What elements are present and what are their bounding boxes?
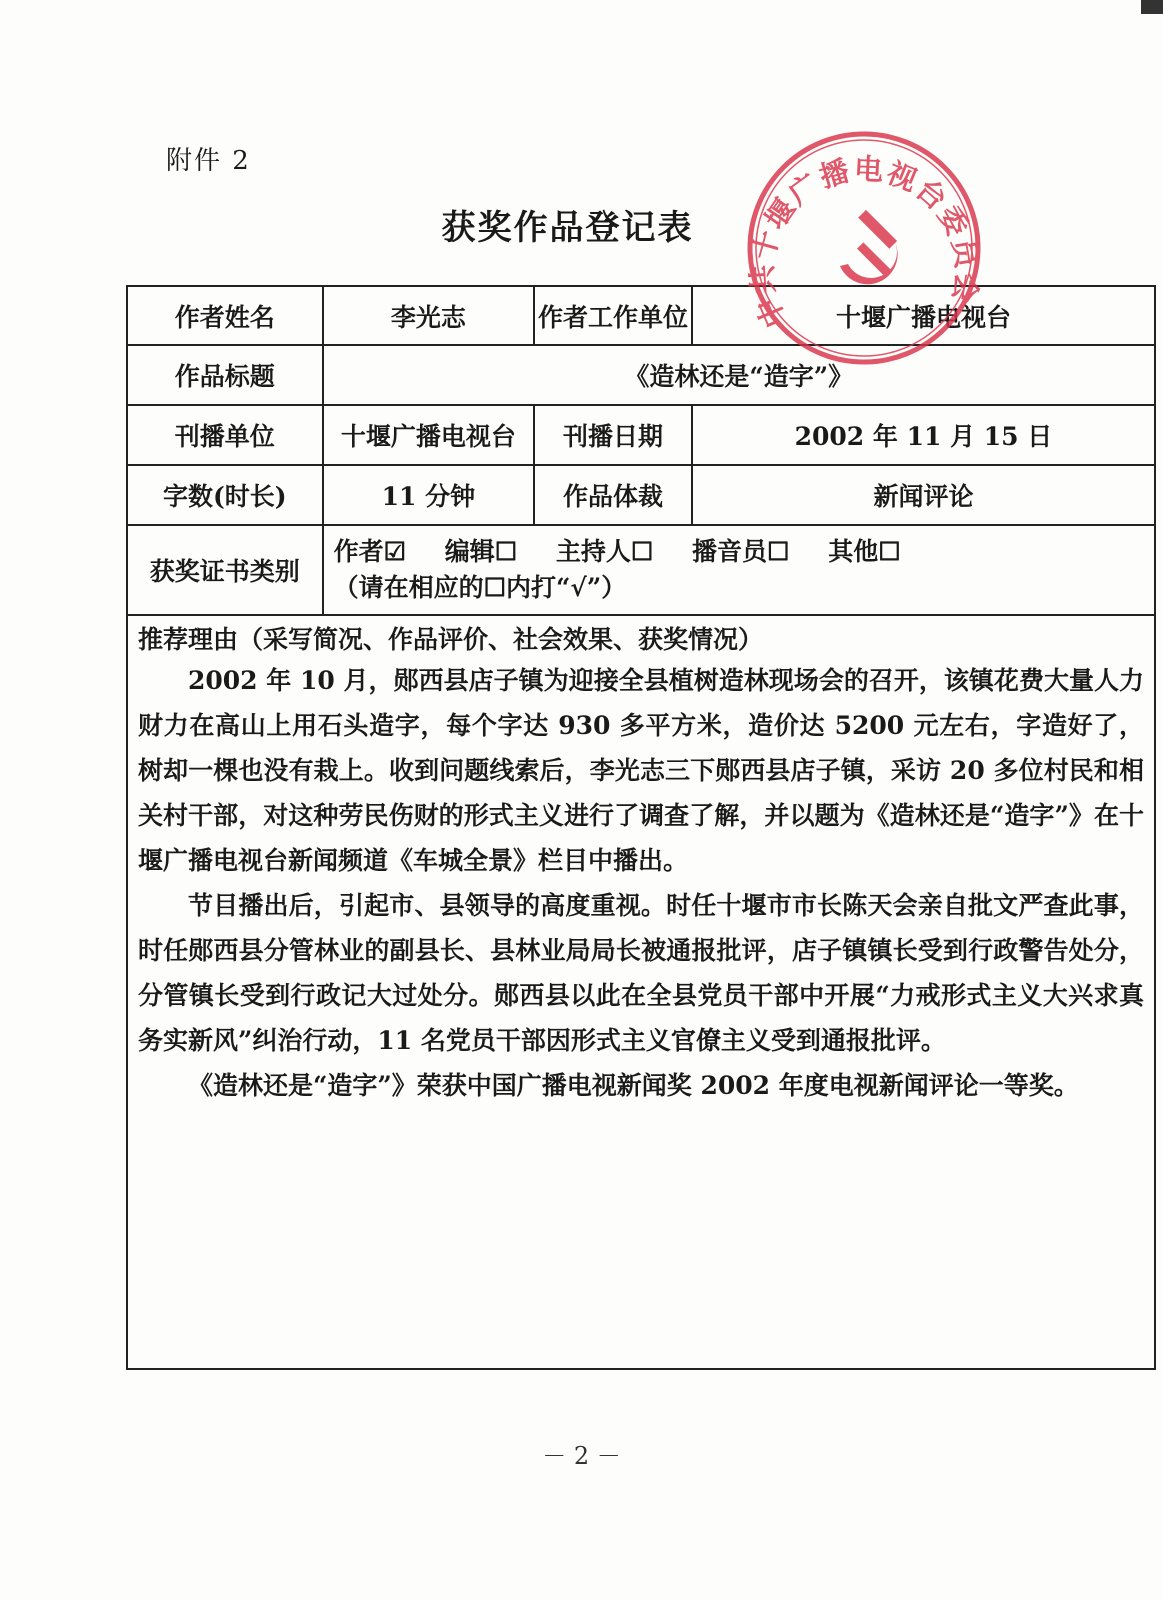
author-name-value: 李光志 — [323, 286, 535, 345]
publisher-value: 十堰广播电视台 — [323, 405, 535, 465]
author-unit-value: 十堰广播电视台 — [692, 286, 1155, 345]
registration-form-table — [126, 285, 1156, 1370]
cert-note: （请在相应的☐内打“√”） — [333, 573, 627, 602]
svg-text:中共十堰广播电视台委员会: 中共十堰广播电视台委员会 — [744, 151, 984, 333]
author-name-label: 作者姓名 — [127, 286, 323, 345]
recommendation-paragraph: 《造林还是“造字”》荣获中国广播电视新闻奖 2002 年度电视新闻评论一等奖。 — [188, 1071, 1079, 1100]
cert-option-other: 其他☐ — [828, 537, 901, 566]
publish-date-label: 刊播日期 — [534, 405, 692, 465]
recommendation-paragraph: 节目播出后，引起市、县领导的高度重视。时任十堰市市长陈天会亲自批文严查此事，时任郧西县分管林业的副县长、县林业局局长被通报批评，店子镇镇长受到行政警告处分，分管镇长受到行政记大过处分。郧西县以此在全县党员干部中开展“力戒形式主义大兴求真务实新风”纠治行动，11 名党员干部因形式主义官僚主义受到通报批评。 — [138, 891, 1144, 1055]
genre-label: 作品体裁 — [534, 465, 692, 525]
publisher-label: 刊播单位 — [127, 405, 323, 465]
length-label: 字数(时长) — [127, 465, 323, 525]
recommendation-section — [127, 615, 1155, 1369]
recommendation-paragraph: 2002 年 10 月，郧西县店子镇为迎接全县植树造林现场会的召开，该镇花费大量人力财力在高山上用石头造字，每个字达 930 多平方米，造价达 5200 元左右，字造好了，树却一棵也没有栽上。收到问题线索后，李光志三下郧西县店子镇，采访 20 多位村民和相关村干部，对这种劳民伤财的形式主义进行了调查了解，并以题为《造林还是“造字”》在十堰广播电视台新闻频道《车城全景》栏目中播出。 — [138, 666, 1144, 875]
document-title: 获奖作品登记表 — [441, 208, 694, 248]
work-title-value: 《造林还是“造字”》 — [323, 345, 1155, 405]
cert-option-announcer: 播音员☐ — [692, 537, 790, 566]
cert-option-host: 主持人☐ — [555, 537, 654, 566]
cert-option-author: 作者☑ — [333, 537, 407, 566]
recommendation-heading: 推荐理由（采写简况、作品评价、社会效果、获奖情况） — [138, 625, 764, 654]
scan-edge-mark — [1141, 0, 1163, 14]
attachment-label: 附件 2 — [166, 146, 251, 176]
genre-value: 新闻评论 — [692, 465, 1155, 525]
work-title-label: 作品标题 — [127, 345, 323, 405]
cert-type-options — [323, 525, 1155, 615]
publish-date-value: 2002 年 11 月 15 日 — [692, 405, 1155, 465]
cert-type-label: 获奖证书类别 — [127, 525, 323, 615]
page-number: － 2 － — [542, 1442, 621, 1470]
length-value: 11 分钟 — [323, 465, 535, 525]
cert-option-editor: 编辑☐ — [444, 537, 518, 566]
author-unit-label: 作者工作单位 — [534, 286, 692, 345]
